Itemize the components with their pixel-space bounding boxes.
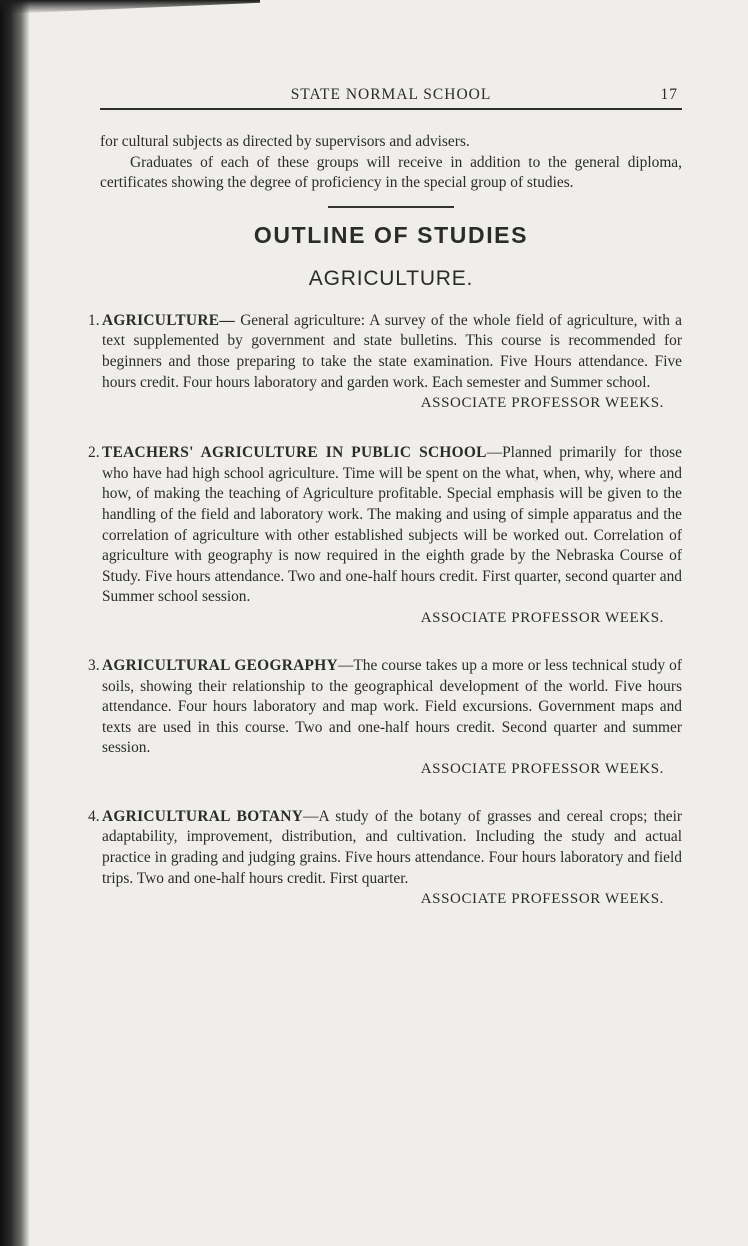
course-description: General agriculture: A survey of the whole field of agriculture, with a text supplemented by government and state bulletins. This course is recommended for beginners and those preparing to take the state examination. Five Hours attendance. Five hours credit. Four hours laboratory and garden work. Each semester and Summer school. — [102, 311, 682, 391]
document-page — [88, 80, 683, 909]
course-title: TEACHERS' AGRICULTURE IN PUBLIC SCHOOL — [102, 444, 487, 462]
course-title: AGRICULTURE— — [102, 311, 236, 329]
course-instructor: ASSOCIATE PROFESSOR WEEKS. — [420, 891, 664, 908]
course-number: 1. — [88, 311, 100, 329]
section-divider — [328, 206, 454, 208]
top-edge-shadow — [0, 0, 260, 14]
course-description: —Planned primarily for those who have had high school agriculture. Time will be spent on the what, when, why, where and how, of making the teaching of Agriculture profitable. Special emphasis will be given to the handling of the field and laboratory work. The making and using of simple apparatus and the correlation of agriculture with other established subjects will be worked out. Correlation of agriculture with geography is now required in the eighth grade by the Nebraska Course of Study. Five hours attendance. Two and one-half hours credit. First quarter, second quarter and Summer school session. — [102, 444, 682, 606]
course-paragraph — [102, 443, 682, 608]
running-header — [100, 80, 682, 106]
intro-text — [100, 132, 682, 194]
intro-paragraph-1: for cultural subjects as directed by supervisors and advisers. — [100, 133, 470, 150]
running-title: STATE NORMAL SCHOOL — [290, 86, 492, 103]
course-paragraph — [102, 807, 682, 889]
section-heading: AGRICULTURE. — [308, 266, 474, 290]
header-rule — [100, 108, 682, 110]
page-number: 17 — [660, 86, 678, 103]
course-number: 4. — [88, 807, 100, 825]
intro-paragraph-2: Graduates of each of these groups will receive in addition to the general diploma, certificates showing the degree of proficiency in the special group of studies. — [100, 153, 682, 192]
course-number: 3. — [88, 656, 100, 674]
course-entry — [88, 311, 682, 413]
outline-heading: OUTLINE OF STUDIES — [253, 221, 529, 248]
course-instructor: ASSOCIATE PROFESSOR WEEKS. — [420, 395, 664, 412]
course-title: AGRICULTURAL BOTANY — [102, 807, 304, 825]
course-paragraph — [102, 656, 682, 759]
course-paragraph — [102, 311, 682, 393]
course-description: —A study of the botany of grasses and cereal crops; their adaptability, improvement, distribution, and cultivation. Including the study and actual practice in grading and judging grains. Five hours attendance. Four hours laboratory and field trips. Two and one-half hours credit. First quarter. — [102, 807, 683, 887]
course-instructor: ASSOCIATE PROFESSOR WEEKS. — [420, 609, 664, 626]
course-instructor: ASSOCIATE PROFESSOR WEEKS. — [420, 760, 664, 777]
course-entry — [88, 807, 683, 909]
course-title: AGRICULTURAL GEOGRAPHY — [102, 656, 338, 674]
course-entry — [88, 443, 682, 628]
course-entry — [88, 656, 683, 779]
course-number: 2. — [88, 444, 100, 462]
course-description: —The course takes up a more or less technical study of soils, showing their relationship to the geographical development of the world. Five hours attendance. Four hours laboratory and map work. Field excursions. Government maps and texts are used in this course. Two and one-half hours credit. Second quarter and summer session. — [102, 656, 683, 757]
book-binding-shadow — [0, 0, 30, 1246]
